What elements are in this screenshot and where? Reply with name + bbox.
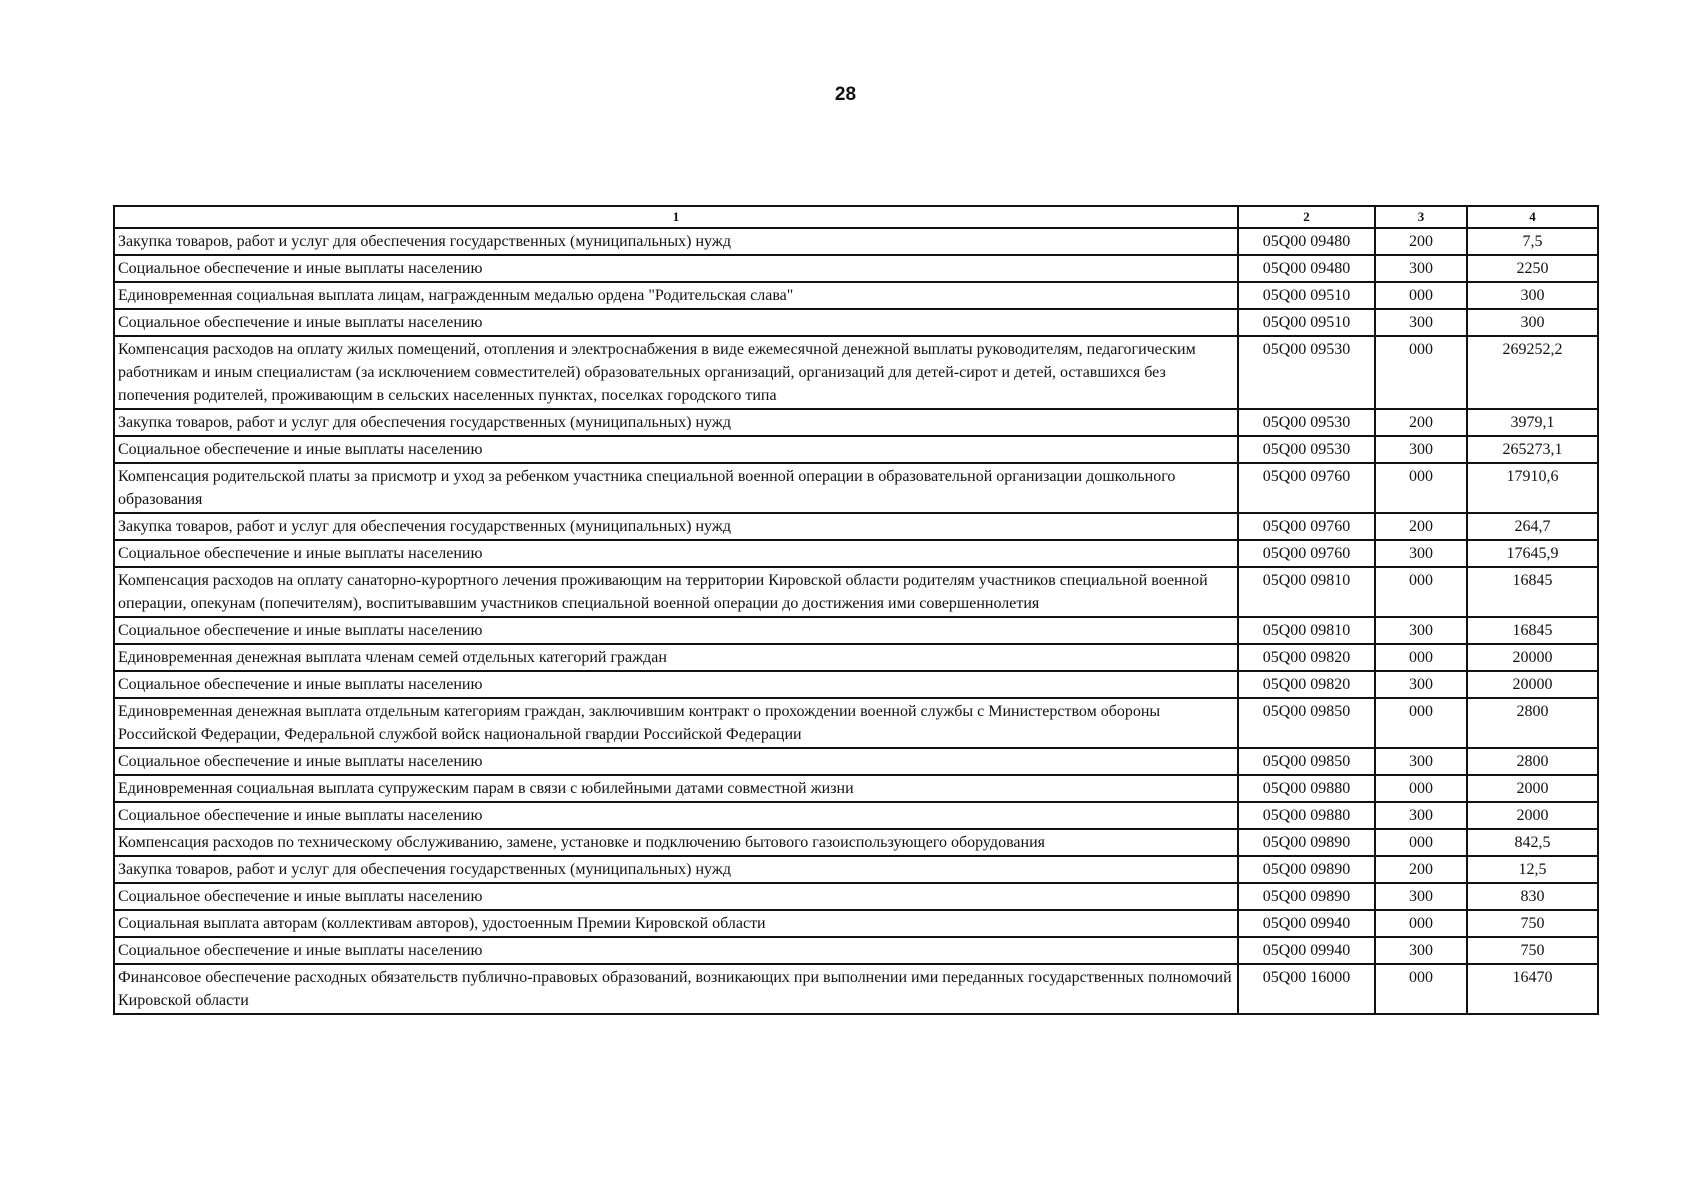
row-amount: 2800	[1467, 698, 1598, 748]
row-name: Социальное обеспечение и иные выплаты населению	[114, 309, 1238, 336]
row-name: Социальное обеспечение и иные выплаты населению	[114, 436, 1238, 463]
table-row	[114, 644, 1598, 671]
row-name: Компенсация расходов на оплату жилых помещений, отопления и электроснабжения в виде ежемесячной денежной выплаты руководителям, педагогическим работникам и иным специалистам (за исключением совместителей) образовательных организаций, организаций для детей-сирот и детей, оставшихся без попечения родителей, проживающим в сельских населенных пунктах, поселках городского типа	[114, 336, 1238, 409]
row-name: Социальное обеспечение и иные выплаты населению	[114, 617, 1238, 644]
row-amount: 300	[1467, 282, 1598, 309]
row-expense-type: 300	[1375, 540, 1467, 567]
row-name: Единовременная денежная выплата отдельным категориям граждан, заключившим контракт о прохождении военной службы с Министерством обороны Российской Федерации, Федеральной службой войск национальной гвардии Российской Федерации	[114, 698, 1238, 748]
row-code: 05Q00 09820	[1238, 671, 1375, 698]
row-expense-type: 000	[1375, 775, 1467, 802]
row-expense-type: 200	[1375, 409, 1467, 436]
row-name: Социальное обеспечение и иные выплаты населению	[114, 748, 1238, 775]
row-amount: 20000	[1467, 671, 1598, 698]
row-amount: 2800	[1467, 748, 1598, 775]
row-expense-type: 300	[1375, 255, 1467, 282]
row-amount: 300	[1467, 309, 1598, 336]
row-code: 05Q00 09510	[1238, 309, 1375, 336]
row-expense-type: 300	[1375, 309, 1467, 336]
row-code: 05Q00 09880	[1238, 775, 1375, 802]
row-code: 05Q00 09810	[1238, 617, 1375, 644]
row-code: 05Q00 09940	[1238, 910, 1375, 937]
table-row	[114, 910, 1598, 937]
row-code: 05Q00 09480	[1238, 255, 1375, 282]
row-amount: 7,5	[1467, 228, 1598, 255]
table-row	[114, 336, 1598, 409]
row-code: 05Q00 09530	[1238, 436, 1375, 463]
row-expense-type: 000	[1375, 829, 1467, 856]
table-row	[114, 698, 1598, 748]
table-row	[114, 617, 1598, 644]
row-name: Социальное обеспечение и иные выплаты населению	[114, 671, 1238, 698]
row-expense-type: 300	[1375, 436, 1467, 463]
row-code: 05Q00 09760	[1238, 513, 1375, 540]
row-expense-type: 300	[1375, 883, 1467, 910]
row-name: Закупка товаров, работ и услуг для обеспечения государственных (муниципальных) нужд	[114, 856, 1238, 883]
row-name: Социальное обеспечение и иные выплаты населению	[114, 937, 1238, 964]
row-expense-type: 300	[1375, 671, 1467, 698]
row-amount: 750	[1467, 910, 1598, 937]
row-code: 05Q00 09850	[1238, 698, 1375, 748]
table-row	[114, 463, 1598, 513]
table-row	[114, 436, 1598, 463]
row-expense-type: 200	[1375, 513, 1467, 540]
header-col-2: 2	[1238, 206, 1375, 228]
row-name: Единовременная денежная выплата членам семей отдельных категорий граждан	[114, 644, 1238, 671]
budget-table	[113, 205, 1599, 1015]
row-amount: 2250	[1467, 255, 1598, 282]
row-code: 05Q00 16000	[1238, 964, 1375, 1014]
table-row	[114, 964, 1598, 1014]
row-code: 05Q00 09890	[1238, 856, 1375, 883]
row-expense-type: 000	[1375, 964, 1467, 1014]
row-expense-type: 200	[1375, 228, 1467, 255]
header-row	[114, 206, 1598, 228]
table-row	[114, 748, 1598, 775]
row-amount: 2000	[1467, 802, 1598, 829]
row-amount: 12,5	[1467, 856, 1598, 883]
row-code: 05Q00 09760	[1238, 540, 1375, 567]
row-name: Компенсация расходов по техническому обслуживанию, замене, установке и подключению бытового газоиспользующего оборудования	[114, 829, 1238, 856]
row-expense-type: 000	[1375, 336, 1467, 409]
table-row	[114, 282, 1598, 309]
row-amount: 17910,6	[1467, 463, 1598, 513]
table-row	[114, 856, 1598, 883]
table-row	[114, 228, 1598, 255]
row-expense-type: 000	[1375, 463, 1467, 513]
row-amount: 269252,2	[1467, 336, 1598, 409]
table-row	[114, 309, 1598, 336]
table-row	[114, 802, 1598, 829]
row-code: 05Q00 09810	[1238, 567, 1375, 617]
row-name: Закупка товаров, работ и услуг для обеспечения государственных (муниципальных) нужд	[114, 228, 1238, 255]
row-expense-type: 300	[1375, 802, 1467, 829]
row-amount: 16845	[1467, 617, 1598, 644]
row-amount: 3979,1	[1467, 409, 1598, 436]
row-expense-type: 000	[1375, 644, 1467, 671]
header-col-4: 4	[1467, 206, 1598, 228]
row-name: Компенсация расходов на оплату санаторно-курортного лечения проживающим на территории Кировской области родителям участников специальной военной операции, опекунам (попечителям), воспитывавшим участников специальной военной операции до достижения ими совершеннолетия	[114, 567, 1238, 617]
row-code: 05Q00 09890	[1238, 883, 1375, 910]
page-number: 28	[834, 84, 857, 105]
table-row	[114, 775, 1598, 802]
row-name: Закупка товаров, работ и услуг для обеспечения государственных (муниципальных) нужд	[114, 513, 1238, 540]
table-row	[114, 671, 1598, 698]
table-row	[114, 255, 1598, 282]
table-row	[114, 829, 1598, 856]
row-code: 05Q00 09890	[1238, 829, 1375, 856]
row-expense-type: 000	[1375, 698, 1467, 748]
row-name: Социальное обеспечение и иные выплаты населению	[114, 540, 1238, 567]
row-amount: 264,7	[1467, 513, 1598, 540]
row-amount: 20000	[1467, 644, 1598, 671]
row-expense-type: 300	[1375, 617, 1467, 644]
row-name: Финансовое обеспечение расходных обязательств публично-правовых образований, возникающих при выполнении ими переданных государственных полномочий Кировской области	[114, 964, 1238, 1014]
table-row	[114, 540, 1598, 567]
row-amount: 830	[1467, 883, 1598, 910]
row-amount: 16470	[1467, 964, 1598, 1014]
table-body	[114, 228, 1598, 1014]
row-name: Закупка товаров, работ и услуг для обеспечения государственных (муниципальных) нужд	[114, 409, 1238, 436]
row-amount: 2000	[1467, 775, 1598, 802]
row-code: 05Q00 09760	[1238, 463, 1375, 513]
row-amount: 750	[1467, 937, 1598, 964]
row-name: Социальное обеспечение и иные выплаты населению	[114, 255, 1238, 282]
row-code: 05Q00 09940	[1238, 937, 1375, 964]
row-code: 05Q00 09530	[1238, 409, 1375, 436]
row-amount: 265273,1	[1467, 436, 1598, 463]
row-expense-type: 000	[1375, 282, 1467, 309]
row-code: 05Q00 09510	[1238, 282, 1375, 309]
table-row	[114, 409, 1598, 436]
row-name: Единовременная социальная выплата лицам, награжденным медалью ордена "Родительская слава"	[114, 282, 1238, 309]
row-code: 05Q00 09530	[1238, 336, 1375, 409]
row-expense-type: 300	[1375, 748, 1467, 775]
row-amount: 842,5	[1467, 829, 1598, 856]
row-expense-type: 000	[1375, 567, 1467, 617]
table-row	[114, 567, 1598, 617]
row-name: Социальное обеспечение и иные выплаты населению	[114, 802, 1238, 829]
header-col-1: 1	[114, 206, 1238, 228]
row-amount: 17645,9	[1467, 540, 1598, 567]
row-name: Социальное обеспечение и иные выплаты населению	[114, 883, 1238, 910]
row-name: Единовременная социальная выплата супружеским парам в связи с юбилейными датами совместной жизни	[114, 775, 1238, 802]
table-row	[114, 937, 1598, 964]
row-expense-type: 300	[1375, 937, 1467, 964]
row-code: 05Q00 09820	[1238, 644, 1375, 671]
row-code: 05Q00 09880	[1238, 802, 1375, 829]
row-name: Компенсация родительской платы за присмотр и уход за ребенком участника специальной военной операции в образовательной организации дошкольного образования	[114, 463, 1238, 513]
row-name: Социальная выплата авторам (коллективам авторов), удостоенным Премии Кировской области	[114, 910, 1238, 937]
header-col-3: 3	[1375, 206, 1467, 228]
row-expense-type: 000	[1375, 910, 1467, 937]
row-code: 05Q00 09480	[1238, 228, 1375, 255]
row-code: 05Q00 09850	[1238, 748, 1375, 775]
table-row	[114, 883, 1598, 910]
row-amount: 16845	[1467, 567, 1598, 617]
table-row	[114, 513, 1598, 540]
row-expense-type: 200	[1375, 856, 1467, 883]
